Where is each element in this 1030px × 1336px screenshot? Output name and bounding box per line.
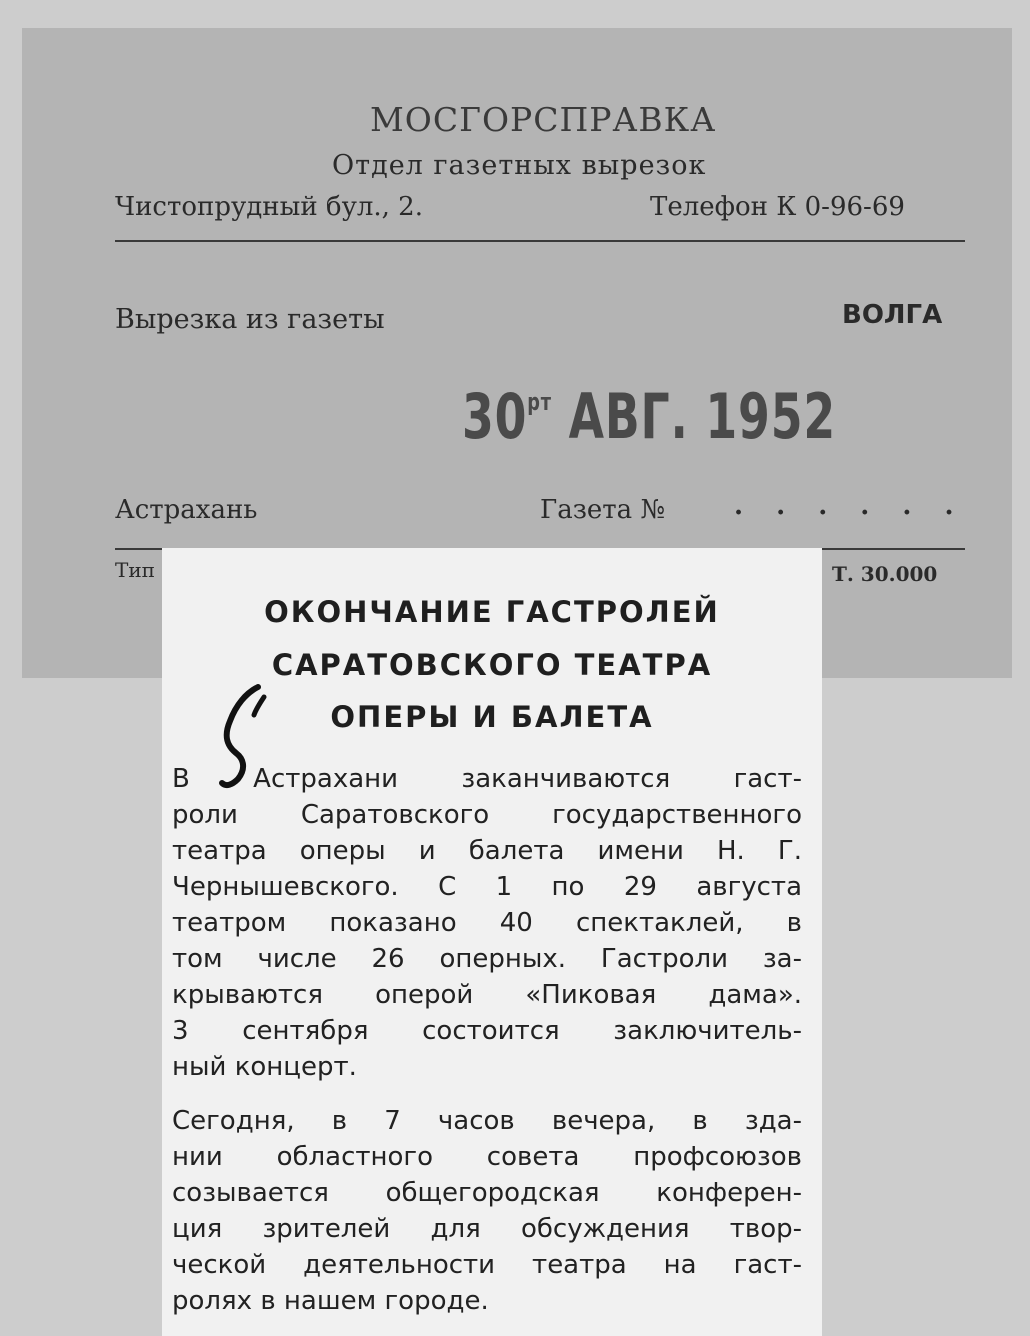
print-label: Тип [115,558,155,582]
article-body-line: ный концерт. [172,1052,357,1082]
article-title-line: САРАТОВСКОГО ТЕАТРА [271,648,713,682]
article-body-line: 3 сентября состоится заключитель- [172,1016,802,1046]
newspaper-clipping [162,548,822,1336]
address: Чистопрудный бул., 2. [115,192,423,222]
phone: Телефон К 0-96-69 [650,192,905,222]
article-body-line: Сегодня, в 7 часов вечера, в зда- [172,1106,802,1136]
date-stamp [462,380,836,453]
date-stamp-superscript: рт [527,388,552,416]
department-name: Отдел газетных вырезок [332,150,707,181]
newspaper-name: ВОЛГА [842,300,943,330]
article-body-line: роли Саратовского государственного [172,800,802,830]
article-body-line: В Астрахани заканчиваются гаст- [172,764,802,794]
circulation: Т. 30.000 [832,562,938,586]
article-body-line: театра оперы и балета имени Н. Г. [172,836,802,866]
article-body-line: ролях в нашем городе. [172,1286,489,1316]
article-title-line: ОПЕРЫ И БАЛЕТА [330,700,654,734]
date-stamp-day: 30 [462,380,528,453]
org-name: МОСГОРСПРАВКА [370,100,717,139]
article-body-line: театром показано 40 спектаклей, в [172,908,802,938]
issue-number-blank: . . . . . . [734,491,966,521]
article-title-line: ОКОНЧАНИЕ ГАСТРОЛЕЙ [264,595,720,629]
clipping-label: Вырезка из газеты [115,304,385,335]
article-body-line: крываются оперой «Пиковая дама». [172,980,802,1010]
article-body-line: Чернышевского. С 1 по 29 августа [172,872,802,902]
city: Астрахань [115,495,258,525]
issue-label: Газета № [540,495,666,525]
divider-top [115,240,965,242]
article-body-line: ция зрителей для обсуждения твор- [172,1214,802,1244]
article-body-line: нии областного совета профсоюзов [172,1142,802,1172]
article-body-line: созывается общегородская конферен- [172,1178,802,1208]
article-body-line: том числе 26 оперных. Гастроли за- [172,944,802,974]
date-stamp-month-year: АВГ. 1952 [568,380,836,453]
article-body-line: ческой деятельности театра на гаст- [172,1250,802,1280]
